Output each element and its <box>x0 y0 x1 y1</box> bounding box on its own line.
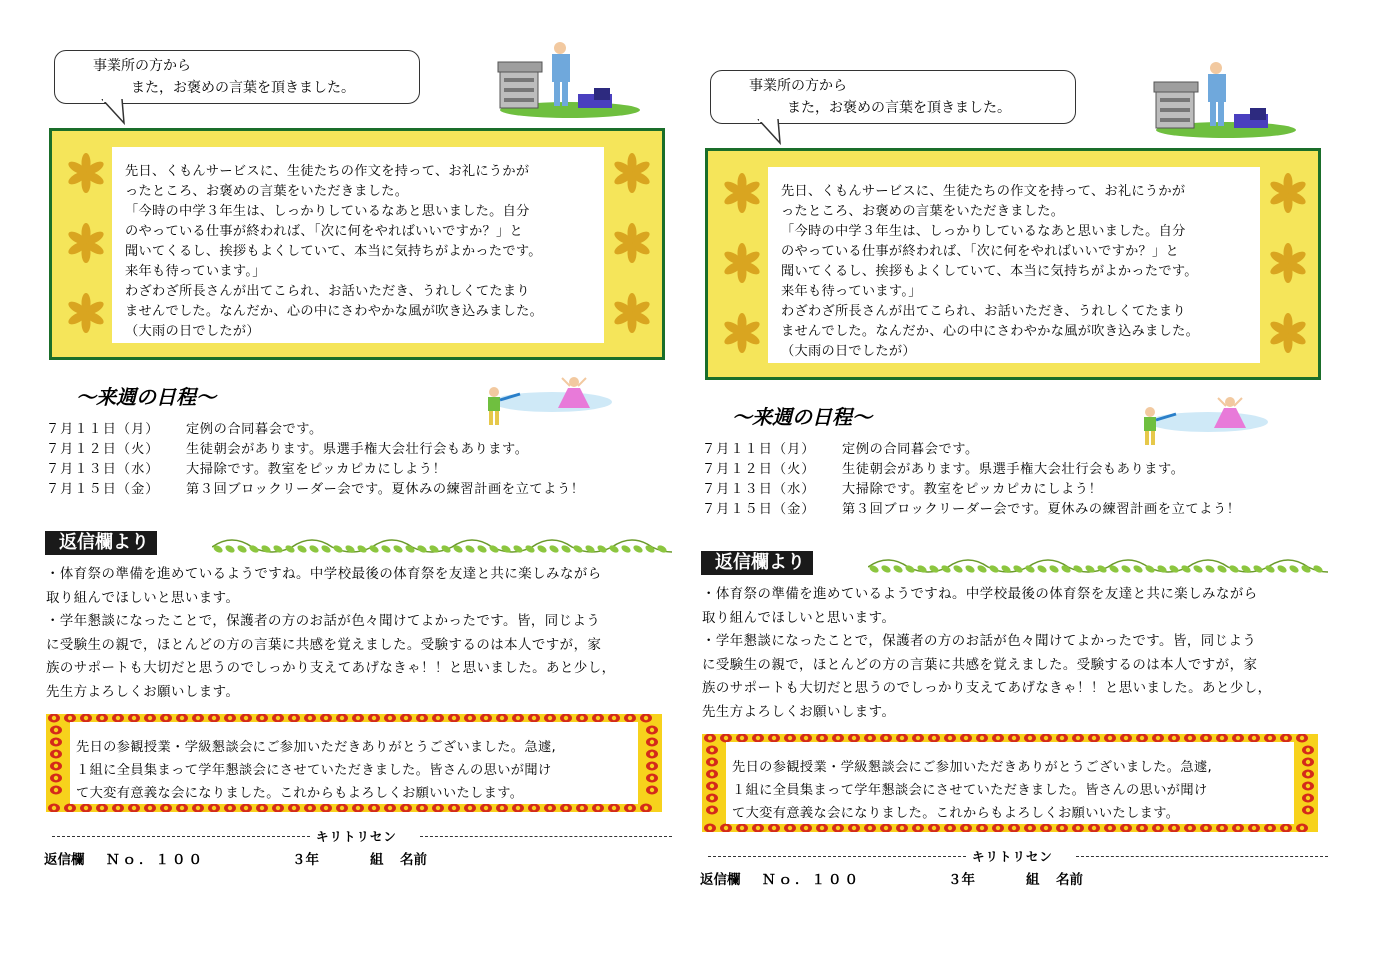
reply-line: 先生方よろしくお願いします。 <box>46 684 240 700</box>
schedule-event: 生徒朝会があります。県選手権大会壮行会もあります。 <box>842 462 1185 477</box>
schedule-title: ～来週の日程～ <box>76 385 216 409</box>
reply-line: 族のサポートも大切だと思うのでしっかり支えてあげなきゃ！！と思いました。あと少し， <box>46 661 616 676</box>
notice-line: 来年も待っています。」 <box>125 264 266 279</box>
schedule-event: 第３回ブロックリーダー会です。夏休みの練習計画を立てよう！ <box>842 502 1241 517</box>
note-line: １組に全員集まって学年懇談会にさせていただきました。皆さんの思いが聞け <box>76 763 552 778</box>
copier-clipart-icon <box>482 38 642 118</box>
schedule-row <box>702 460 1185 480</box>
notice-line: 「今時の中学３年生は、しっかりしているなあと思いました。自分 <box>781 224 1186 239</box>
reply-line: ・学年懇談になったことで，保護者の方のお話が色々聞けてよかったです。皆，同じよう <box>46 614 601 629</box>
reply-line: 先生方よろしくお願いします。 <box>702 704 896 720</box>
bubble-line-1: 事業所の方から <box>93 58 191 74</box>
note-line: て大変有意義な会になりました。これからもよろしくお願いいたします。 <box>732 806 1180 821</box>
notice-text-panel <box>112 147 604 343</box>
note-line: て大変有意義な会になりました。これからもよろしくお願いいたします。 <box>76 786 524 801</box>
schedule-row <box>46 480 585 500</box>
reply-section-header: 返信欄より <box>701 551 813 575</box>
note-line: １組に全員集まって学年懇談会にさせていただきました。皆さんの思いが聞け <box>732 783 1208 798</box>
cut-dash-right <box>1076 856 1328 857</box>
bubble-line-2: また，お褒めの言葉を頂きました。 <box>131 80 355 96</box>
copier-clipart-icon <box>1138 58 1298 138</box>
schedule-event: 大掃除です。教室をピッカピカにしよう！ <box>842 482 1103 497</box>
notice-line: のやっている仕事が終われば、「次に何をやればいいですか？」と <box>125 224 524 239</box>
thank-you-note-panel <box>726 742 1294 824</box>
schedule-row <box>46 460 447 480</box>
schedule-event: 定例の合同暮会です。 <box>186 422 323 437</box>
notice-line: わざわざ所長さんが出てこられ、お話いただき、うれしくてたまり <box>125 284 530 299</box>
reply-body <box>702 583 1336 724</box>
schedule-date: ７月１３日（水） <box>702 482 816 497</box>
reply-line: 取り組んでほしいと思います。 <box>702 610 896 626</box>
reply-line: に受験生の親で，ほとんどの方の言葉に共感を覚えました。受験するのは本人ですが，家 <box>702 657 1258 673</box>
thank-you-note-box <box>46 714 662 812</box>
schedule-row <box>702 440 979 460</box>
form-number: Ｎｏ．１００ <box>106 852 205 868</box>
star-flower-icon <box>722 173 762 213</box>
notice-line: 来年も待っています。」 <box>781 284 922 299</box>
newsletter-page-left <box>40 0 680 971</box>
form-name: 名前 <box>1056 872 1083 888</box>
schedule-event: 定例の合同暮会です。 <box>842 442 979 457</box>
page-content <box>696 20 1336 960</box>
star-flower-icon <box>66 223 106 263</box>
star-flower-icon <box>612 223 652 263</box>
cut-dash-left <box>52 836 310 837</box>
form-number: Ｎｏ．１００ <box>762 872 861 888</box>
form-label: 返信欄 <box>700 872 741 888</box>
note-line: 先日の参観授業・学級懇談会にご参加いただきありがとうございました。急遽, <box>76 740 557 755</box>
star-flower-icon <box>722 313 762 353</box>
cut-line-label: キリトリセン <box>316 829 397 844</box>
cut-line <box>52 827 672 843</box>
star-flower-icon <box>1268 243 1308 283</box>
notice-line: （大雨の日でしたが） <box>781 344 916 359</box>
schedule-date: ７月１２日（火） <box>46 442 160 457</box>
reply-section-header: 返信欄より <box>45 531 157 555</box>
thank-you-note-text <box>732 756 1212 825</box>
cut-line <box>708 847 1328 863</box>
reply-line: 族のサポートも大切だと思うのでしっかり支えてあげなきゃ！！と思いました。あと少し， <box>702 681 1272 696</box>
thank-you-note-text <box>76 736 556 805</box>
bubble-line-2: また，お褒めの言葉を頂きました。 <box>787 100 1011 116</box>
schedule-event: 生徒朝会があります。県選手権大会壮行会もあります。 <box>186 442 529 457</box>
leaf-vine-icon <box>212 527 672 559</box>
schedule-list <box>702 440 1241 520</box>
schedule-date: ７月１２日（火） <box>702 462 816 477</box>
notice-line: わざわざ所長さんが出てこられ、お話いただき、うれしくてたまり <box>781 304 1186 319</box>
reply-line: ・体育祭の準備を進めているようですね。中学校最後の体育祭を友達と共に楽しみながら <box>702 587 1258 602</box>
speech-bubble-tail <box>100 99 140 125</box>
notice-line: 「今時の中学３年生は、しっかりしているなあと思いました。自分 <box>125 204 530 219</box>
schedule-date: ７月１１日（月） <box>702 442 816 457</box>
schedule-row <box>702 500 1241 520</box>
schedule-date: ７月１５日（金） <box>702 502 816 517</box>
form-label: 返信欄 <box>44 852 85 868</box>
notice-text <box>781 182 1271 362</box>
schedule-list <box>46 420 585 500</box>
cut-line-label: キリトリセン <box>972 849 1053 864</box>
notice-line: 聞いてくるし、挨拶もよくしていて、本当に気持ちがよかったです。 <box>781 264 1198 279</box>
schedule-date: ７月１１日（月） <box>46 422 160 437</box>
notice-line: ったところ、お褒めの言葉をいただきました。 <box>781 204 1065 219</box>
leaf-vine-icon <box>868 547 1328 579</box>
notice-line: ませんでした。なんだか、心の中にさわやかな風が吹き込みました。 <box>781 324 1200 339</box>
reply-body <box>46 563 680 704</box>
newsletter-page-right <box>696 0 1336 971</box>
schedule-date: ７月１５日（金） <box>46 482 160 497</box>
notice-line: のやっている仕事が終われば、「次に何をやればいいですか？」と <box>781 244 1180 259</box>
form-grade: ３年 <box>948 872 975 888</box>
star-flower-icon <box>612 153 652 193</box>
notice-text <box>125 162 615 342</box>
cut-dash-right <box>420 836 672 837</box>
thank-you-note-box <box>702 734 1318 832</box>
praise-notice-box <box>49 128 665 360</box>
reply-line: ・体育祭の準備を進めているようですね。中学校最後の体育祭を友達と共に楽しみながら <box>46 567 602 582</box>
form-class: 組 <box>1026 872 1040 888</box>
star-flower-icon <box>1268 313 1308 353</box>
reply-line: に受験生の親で，ほとんどの方の言葉に共感を覚えました。受験するのは本人ですが，家 <box>46 637 602 653</box>
notice-line: ったところ、お褒めの言葉をいただきました。 <box>125 184 409 199</box>
skating-couple-clipart-icon <box>472 372 622 432</box>
schedule-event: 第３回ブロックリーダー会です。夏休みの練習計画を立てよう！ <box>186 482 585 497</box>
thank-you-note-panel <box>70 722 638 804</box>
form-grade: ３年 <box>292 852 319 868</box>
notice-line: 聞いてくるし、挨拶もよくしていて、本当に気持ちがよかったです。 <box>125 244 542 259</box>
skating-couple-clipart-icon <box>1128 392 1278 452</box>
notice-line: 先日、くもんサービスに、生徒たちの作文を持って、お礼にうかが <box>125 164 530 179</box>
speech-bubble <box>54 50 420 104</box>
reply-line: 取り組んでほしいと思います。 <box>46 590 240 606</box>
form-name: 名前 <box>400 852 427 868</box>
praise-notice-box <box>705 148 1321 380</box>
form-class: 組 <box>370 852 384 868</box>
notice-text-panel <box>768 167 1260 363</box>
schedule-title: ～来週の日程～ <box>732 405 872 429</box>
star-flower-icon <box>722 243 762 283</box>
star-flower-icon <box>66 153 106 193</box>
cut-dash-left <box>708 856 966 857</box>
star-flower-icon <box>66 293 106 333</box>
speech-bubble-tail <box>756 119 796 145</box>
schedule-date: ７月１３日（水） <box>46 462 160 477</box>
reply-line: ・学年懇談になったことで，保護者の方のお話が色々聞けてよかったです。皆，同じよう <box>702 634 1257 649</box>
schedule-row <box>46 440 529 460</box>
schedule-event: 大掃除です。教室をピッカピカにしよう！ <box>186 462 447 477</box>
schedule-row <box>702 480 1103 500</box>
star-flower-icon <box>1268 173 1308 213</box>
notice-line: （大雨の日でしたが） <box>125 324 260 339</box>
schedule-row <box>46 420 323 440</box>
note-line: 先日の参観授業・学級懇談会にご参加いただきありがとうございました。急遽, <box>732 760 1213 775</box>
notice-line: 先日、くもんサービスに、生徒たちの作文を持って、お礼にうかが <box>781 184 1186 199</box>
notice-line: ませんでした。なんだか、心の中にさわやかな風が吹き込みました。 <box>125 304 544 319</box>
bubble-line-1: 事業所の方から <box>749 78 847 94</box>
speech-bubble <box>710 70 1076 124</box>
star-flower-icon <box>612 293 652 333</box>
